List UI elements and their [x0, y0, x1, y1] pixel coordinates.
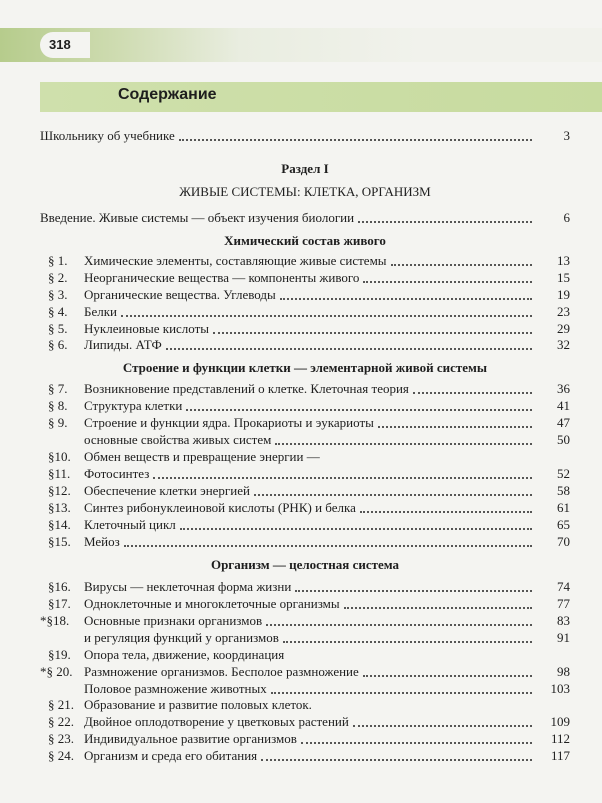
toc-entry-title: Опора тела, движение, координация	[84, 647, 285, 662]
toc-entry-number: § 6.	[48, 337, 68, 352]
toc-entry	[0, 713, 602, 731]
toc-dot-leader	[153, 470, 532, 479]
toc-dot-leader	[413, 385, 532, 394]
toc-entry	[0, 696, 602, 714]
toc-entry-page: 36	[557, 381, 570, 396]
toc-entry-title: Липиды. АТФ	[84, 337, 162, 352]
toc-entry-number: § 23.	[48, 731, 74, 746]
toc-entry-number: § 8.	[48, 398, 68, 413]
toc-dot-leader	[213, 325, 532, 334]
toc-dot-leader	[180, 521, 532, 530]
toc-entry-number: §17.	[48, 596, 71, 611]
toc-entry-number: §14.	[48, 517, 71, 532]
toc-entry-number: §16.	[48, 579, 71, 594]
toc-entry-page: 58	[557, 483, 570, 498]
toc-dot-leader	[301, 735, 532, 744]
toc-dot-leader	[266, 617, 532, 626]
toc-entry-title: Одноклеточные и многоклеточные организмы	[84, 596, 340, 611]
toc-dot-leader	[254, 487, 532, 496]
toc-entry-number: § 21.	[48, 697, 74, 712]
toc-entry-number: §13.	[48, 500, 71, 515]
toc-dot-leader	[186, 402, 532, 411]
toc-entry	[0, 286, 602, 304]
toc-entry-number: §11.	[48, 466, 71, 481]
toc-dot-leader	[391, 257, 532, 266]
toc-entry-page: 6	[563, 210, 570, 225]
toc-entry-page: 117	[550, 748, 570, 763]
toc-entry-number: *§18.	[40, 613, 70, 628]
toc-entry	[0, 747, 602, 765]
toc-entry-page: 77	[557, 596, 570, 611]
toc-entry	[0, 612, 602, 630]
toc-dot-leader	[271, 685, 532, 694]
toc-dot-leader	[363, 274, 532, 283]
toc-dot-leader	[166, 341, 532, 350]
toc-entry-page: 109	[550, 714, 570, 729]
toc-entry-number: § 3.	[48, 287, 68, 302]
toc-entry-page: 70	[557, 534, 570, 549]
toc-entry-title: Обмен веществ и превращение энергии —	[84, 449, 320, 464]
toc-entry-number: §10.	[48, 449, 71, 464]
toc-entry-number: § 4.	[48, 304, 68, 319]
toc-entry	[0, 127, 602, 145]
toc-entry-page: 50	[557, 432, 570, 447]
toc-entry	[0, 414, 602, 432]
toc-dot-leader	[295, 583, 532, 592]
toc-entry-title: Введение. Живые системы — объект изучения биологии	[40, 210, 355, 225]
toc-entry	[0, 499, 602, 517]
toc-entry-number: §15.	[48, 534, 71, 549]
toc-entry-title: Возникновение представлений о клетке. Клеточная теория	[84, 381, 409, 396]
toc-entry-page: 83	[557, 613, 570, 628]
toc-entry-title: Белки	[84, 304, 117, 319]
part-title: ЖИВЫЕ СИСТЕМЫ: КЛЕТКА, ОРГАНИЗМ	[179, 184, 431, 199]
toc-dot-leader	[378, 419, 532, 428]
toc-dot-leader	[353, 718, 532, 727]
toc-entry-page: 32	[557, 337, 570, 352]
toc-entry-title: Фотосинтез	[84, 466, 150, 481]
toc-entry	[0, 336, 602, 354]
toc-entry-page: 41	[557, 398, 570, 413]
toc-entry-title: Образование и развитие половых клеток.	[84, 697, 312, 712]
toc-entry-title: Обеспечение клетки энергией	[84, 483, 250, 498]
toc-entry-title: Неорганические вещества — компоненты живого	[84, 270, 360, 285]
toc-entry	[0, 629, 602, 647]
toc-entry	[0, 448, 602, 466]
toc-dot-leader	[360, 504, 532, 513]
toc-entry	[0, 209, 602, 227]
toc-dot-leader	[261, 752, 532, 761]
toc-entry-title: Структура клетки	[84, 398, 183, 413]
toc-dot-leader	[358, 214, 532, 223]
toc-entry-number: § 9.	[48, 415, 68, 430]
toc-entry	[0, 516, 602, 534]
toc-entry-number: § 1.	[48, 253, 68, 268]
toc-entry-number: *§ 20.	[40, 664, 73, 679]
toc-entry-page: 13	[557, 253, 570, 268]
toc-entry-page: 74	[557, 579, 570, 594]
toc-entry-page: 65	[557, 517, 570, 532]
toc-entry-page: 91	[557, 630, 570, 645]
toc-entry-page: 23	[557, 304, 570, 319]
toc-dot-leader	[280, 291, 532, 300]
toc-entry-title: Химические элементы, составляющие живые системы	[84, 253, 387, 268]
part-label: Раздел I	[281, 161, 329, 176]
toc-entry	[0, 680, 602, 698]
toc-entry-page: 98	[557, 664, 570, 679]
toc-entry	[0, 252, 602, 270]
toc-entry-number: §19.	[48, 647, 71, 662]
toc-entry-page: 47	[557, 415, 570, 430]
toc-entry-title-continued: и регуляция функций у организмов	[84, 630, 279, 645]
toc-entry	[0, 533, 602, 551]
toc-entry-page: 3	[563, 128, 570, 143]
toc-entry-page: 29	[557, 321, 570, 336]
toc-entry-number: § 5.	[48, 321, 68, 336]
toc-dot-leader	[344, 600, 532, 609]
toc-entry-title: Нуклеиновые кислоты	[84, 321, 210, 336]
toc-entry	[0, 482, 602, 500]
chapter-title: Строение и функции клетки — элементарной живой системы	[122, 360, 488, 375]
toc-entry	[0, 303, 602, 321]
toc-entry	[0, 730, 602, 748]
toc-entry	[0, 465, 602, 483]
toc-entry-page: 112	[550, 731, 570, 746]
toc-entry-number: §12.	[48, 483, 71, 498]
chapter-title: Химический состав живого	[224, 233, 386, 248]
page-number: 318	[40, 32, 90, 58]
chapter-title: Организм — целостная система	[210, 557, 400, 572]
toc-entry-number: § 2.	[48, 270, 68, 285]
toc-dot-leader	[121, 308, 532, 317]
toc-entry-title: Вирусы — неклеточная форма жизни	[84, 579, 292, 594]
toc-entry-title: Мейоз	[84, 534, 120, 549]
toc-entry-title: Синтез рибонуклеиновой кислоты (РНК) и белка	[84, 500, 356, 515]
toc-entry-title: Строение и функции ядра. Прокариоты и эукариоты	[84, 415, 374, 430]
toc-entry	[0, 380, 602, 398]
toc-entry-page: 19	[557, 287, 570, 302]
toc-dot-leader	[179, 132, 532, 141]
toc-entry-title: Органические вещества. Углеводы	[84, 287, 276, 302]
toc-entry-title: Клеточный цикл	[84, 517, 176, 532]
toc-entry-title: Двойное оплодотворение у цветковых растений	[84, 714, 349, 729]
toc-entry-title: Школьнику об учебнике	[40, 128, 175, 143]
toc-entry	[0, 578, 602, 596]
contents-title: Содержание	[118, 86, 217, 103]
toc-entry-title-continued: Половое размножение животных	[84, 681, 267, 696]
toc-entry-title: Индивидуальное развитие организмов	[84, 731, 297, 746]
toc-entry-page: 52	[557, 466, 570, 481]
toc-entry	[0, 595, 602, 613]
toc-entry-title: Размножение организмов. Бесполое размножение	[84, 664, 359, 679]
toc-entry-page: 103	[550, 681, 570, 696]
toc-entry-page: 15	[557, 270, 570, 285]
toc-dot-leader	[363, 668, 532, 677]
toc-dot-leader	[124, 538, 532, 547]
toc-dot-leader	[275, 436, 532, 445]
toc-entry	[0, 269, 602, 287]
toc-entry-title: Основные признаки организмов	[84, 613, 263, 628]
toc-entry	[0, 663, 602, 681]
toc-entry-number: § 22.	[48, 714, 74, 729]
toc-entry-page: 61	[557, 500, 570, 515]
toc-entry-number: § 24.	[48, 748, 74, 763]
toc-entry	[0, 397, 602, 415]
toc-dot-leader	[283, 634, 532, 643]
toc-entry	[0, 431, 602, 449]
toc-entry-title: Организм и среда его обитания	[84, 748, 258, 763]
toc-entry	[0, 646, 602, 664]
toc-entry-number: § 7.	[48, 381, 68, 396]
toc-entry-title-continued: основные свойства живых систем	[84, 432, 272, 447]
